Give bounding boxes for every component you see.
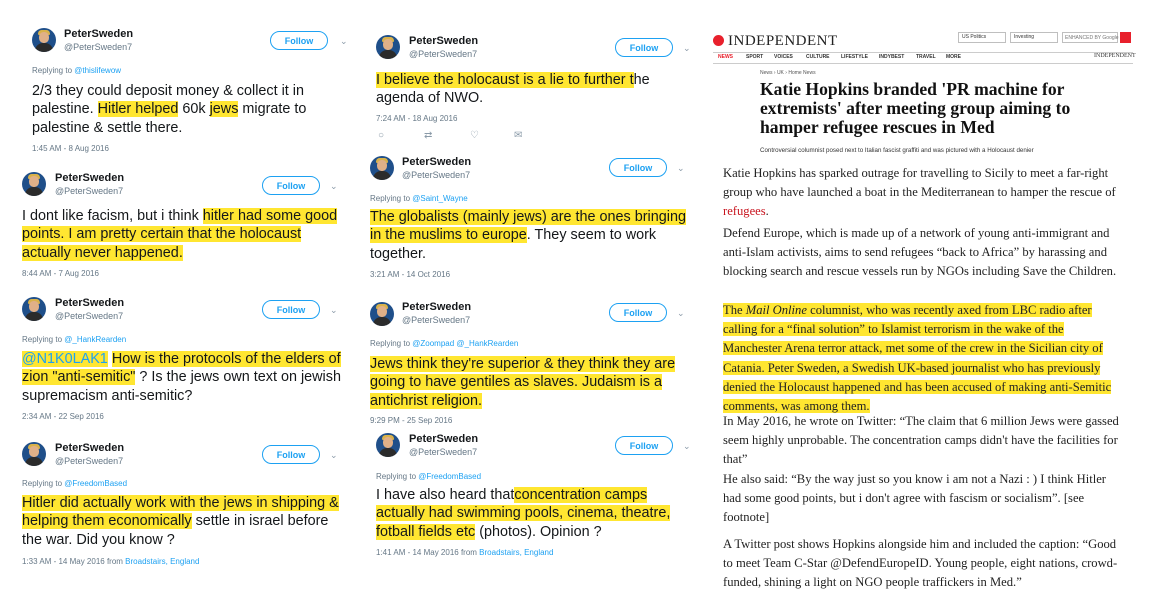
highlighted-text: How is the protocols of the elders of zion "anti-semitic" [22, 351, 341, 386]
avatar[interactable] [22, 297, 46, 321]
reply-prefix: Replying to [22, 479, 65, 488]
tweet-text [22, 207, 347, 262]
tweet-text-segment: 60k [178, 101, 210, 118]
reply-context [370, 339, 518, 348]
tweet-text-segment: 2/3 they could deposit money & collect it in palestine. [32, 83, 304, 118]
follow-button[interactable]: Follow [262, 176, 320, 195]
nav-item-lifestyle[interactable]: LIFESTYLE [841, 54, 868, 60]
tweet-text [22, 350, 347, 405]
tweet-author-name[interactable]: PeterSweden [64, 28, 134, 40]
tweet-text-segment: I dont like facism, but i think [22, 208, 203, 224]
follow-button[interactable]: Follow [262, 300, 320, 319]
tweet-author-handle[interactable]: @PeterSweden7 [55, 311, 124, 321]
reply-context [376, 472, 481, 481]
tweet-author-handle[interactable]: @PeterSweden7 [402, 170, 471, 180]
article-paragraph [723, 412, 1123, 470]
highlighted-text: I believe the holocaust is a lie to further t [376, 72, 634, 88]
mini-logo[interactable]: INDEPENDENT [1094, 53, 1136, 59]
nav-item-travel[interactable]: TRAVEL [916, 54, 936, 60]
highlighted-text: jews [209, 101, 239, 118]
avatar[interactable] [376, 433, 400, 457]
follow-button[interactable]: Follow [609, 303, 667, 322]
message-icon[interactable]: ✉ [514, 130, 523, 141]
tweet-author-handle[interactable]: @PeterSweden7 [55, 186, 124, 196]
paragraph-text: Katie Hopkins has sparked outrage for travelling to Sicily to meet a far-right group who have launched a boat in the Mediterranean to hamper the rescue of [723, 166, 1116, 200]
reply-context [22, 335, 126, 344]
tweet-text [376, 71, 691, 108]
chevron-down-icon[interactable]: ⌄ [330, 450, 338, 460]
tweet-text [370, 208, 695, 263]
article-paragraph [723, 301, 1123, 416]
reply-mention-link[interactable]: @FreedomBased [64, 479, 128, 488]
tweet-text [22, 494, 347, 549]
reply-prefix: Replying to [370, 339, 413, 348]
tweet-author-handle[interactable]: @PeterSweden7 [409, 447, 478, 457]
tweet-text-segment: . They seem to work together. [370, 227, 657, 262]
chevron-down-icon[interactable]: ⌄ [330, 181, 338, 191]
tweet-author-handle[interactable]: @PeterSweden7 [55, 456, 124, 466]
tweet-location-link[interactable]: Broadstairs, England [125, 557, 200, 566]
nav-item-more[interactable]: MORE [946, 54, 961, 60]
reply-mention-link[interactable]: @thislifewow [74, 66, 122, 75]
reply-prefix: Replying to [370, 194, 413, 203]
topic-pill-us-politics[interactable]: US Politics [958, 32, 1006, 43]
follow-button[interactable]: Follow [609, 158, 667, 177]
nav-item-news[interactable]: NEWS [718, 54, 733, 60]
tweet-author-name[interactable]: PeterSweden [409, 35, 479, 47]
highlighted-text: Mail Online [745, 303, 807, 317]
tweet-author-name[interactable]: PeterSweden [402, 301, 472, 313]
avatar[interactable] [370, 302, 394, 326]
tweet-text-segment: I have also heard that [376, 487, 515, 503]
section-nav [713, 52, 1133, 64]
reply-prefix: Replying to [32, 66, 75, 75]
tweet-text-segment: (photos). Opinion ? [475, 523, 602, 540]
follow-button[interactable]: Follow [615, 436, 673, 455]
nav-item-culture[interactable]: CULTURE [806, 54, 830, 60]
highlighted-text: Hitler did actually work with the jews in shipping & helping them economically [22, 495, 339, 530]
follow-button[interactable]: Follow [262, 445, 320, 464]
tweet-timestamp[interactable]: 3:21 AM - 14 Oct 2016 [370, 270, 451, 279]
reply-icon[interactable]: ○ [378, 130, 385, 141]
article-headline: Katie Hopkins branded 'PR machine for extremists' after meeting group aiming to hamper refugee rescues in Med [760, 79, 1071, 137]
tweet-text-segment: migrate to palestine & settle there. [32, 101, 307, 136]
highlighted-text: Hitler helped [97, 101, 179, 118]
tweet-author-name[interactable]: PeterSweden [55, 442, 125, 454]
tweet-time[interactable]: 1:41 AM - 14 May 2016 from [376, 548, 480, 557]
chevron-down-icon[interactable]: ⌄ [330, 305, 338, 315]
tweet-text-segment: he agenda of NWO. [376, 72, 650, 107]
follow-button[interactable]: Follow [615, 38, 673, 57]
reply-prefix: Replying to [22, 335, 65, 344]
like-icon[interactable]: ♡ [470, 130, 479, 141]
highlighted-text: The [723, 303, 746, 317]
topic-pill-investing[interactable]: Investing [1010, 32, 1058, 43]
search-input[interactable]: ENHANCED BY Google [1062, 32, 1118, 43]
logo-text: INDEPENDENT [728, 33, 838, 49]
article-paragraph [723, 470, 1123, 528]
highlighted-text: Jews think they're superior & they think they are going to have gentiles as slaves. Judaism is a antichrist religion. [370, 356, 676, 409]
article-paragraph [723, 164, 1123, 222]
avatar[interactable] [22, 442, 46, 466]
nav-item-sport[interactable]: SPORT [746, 54, 764, 60]
reply-context [370, 194, 468, 203]
avatar[interactable] [32, 28, 56, 52]
tweet-text [370, 355, 695, 410]
tweet-timestamp [22, 557, 199, 566]
chevron-down-icon[interactable]: ⌄ [683, 43, 691, 53]
tweet-author-handle[interactable]: @PeterSweden7 [409, 49, 478, 59]
highlighted-text: hitler had some good points. I am pretty certain that the holocaust actually never happened. [22, 208, 338, 261]
nav-item-voices[interactable]: VOICES [774, 54, 793, 60]
tweet-timestamp[interactable]: 2:34 AM - 22 Sep 2016 [22, 412, 104, 421]
tweet-author-handle[interactable]: @PeterSweden7 [402, 315, 471, 325]
tweet-timestamp[interactable]: 1:45 AM - 8 Aug 2016 [32, 144, 109, 153]
tweet-text [376, 486, 694, 541]
tweet-author-name[interactable]: PeterSweden [55, 297, 125, 309]
tweet-timestamp[interactable]: 7:24 AM - 18 Aug 2016 [376, 114, 458, 123]
mention-link[interactable]: @N1K0LAK1 [22, 351, 108, 367]
tweet-text-segment: ? Is the jews own text on jewish supremacism anti-semitic? [22, 369, 341, 404]
article-paragraph [723, 224, 1123, 282]
search-button[interactable] [1120, 32, 1131, 43]
tweet-timestamp[interactable]: 9:29 PM - 25 Sep 2016 [370, 416, 453, 425]
tweet-time[interactable]: 1:33 AM - 14 May 2016 from [22, 557, 126, 566]
paragraph-text: Defend Europe, which is made up of a network of young anti-immigrant and anti-Islam activists, aims to send refugees “back to Africa” by harassing and blocking search and rescue vessels run by NGOs including Save the Children. [723, 226, 1117, 279]
chevron-down-icon[interactable]: ⌄ [677, 308, 685, 318]
tweet-timestamp [376, 548, 553, 557]
news-article-panel [700, 0, 1151, 609]
chevron-down-icon[interactable]: ⌄ [683, 441, 691, 451]
paragraph-text: In May 2016, he wrote on Twitter: “The claim that 6 million Jews were gassed seem highly unprobable. The concentration camps didn't have the facilities for that” [723, 414, 1119, 467]
eagle-icon [713, 35, 724, 46]
avatar[interactable] [370, 156, 394, 180]
reply-mention-link[interactable]: @Zoompad @_HankRearden [412, 339, 519, 348]
retweet-icon[interactable]: ⇄ [424, 130, 433, 141]
tweet-location-link[interactable]: Broadstairs, England [479, 548, 554, 557]
tweet-author-name[interactable]: PeterSweden [409, 433, 479, 445]
tweet-text-segment: settle in israel before the war. Did you know ? [22, 513, 329, 548]
follow-button[interactable]: Follow [270, 31, 328, 50]
tweet-author-name[interactable]: PeterSweden [402, 156, 472, 168]
inline-link[interactable]: refugees [723, 204, 766, 219]
independent-logo[interactable] [713, 33, 838, 50]
reply-mention-link[interactable]: @_HankRearden [64, 335, 127, 344]
nav-item-indybest[interactable]: INDYBEST [879, 54, 905, 60]
reply-mention-link[interactable]: @FreedomBased [418, 472, 482, 481]
paragraph-text: A Twitter post shows Hopkins alongside him and included the caption: “Good to meet Team C-Star @DefendEuropeID. Young people, eight nations, crowd-funded, shining a light on NGO people traffickers in Med.” [723, 537, 1118, 590]
reply-prefix: Replying to [376, 472, 419, 481]
highlighted-text: columnist, who was recently axed from LBC radio after calling for a “final solution” to Islamist terrorism in the wake of the Manchester Arena terror attack, met some of the crew in the Sicilian city of Catania. Peter Sweden, a Swedish UK-based journalist who has previously denied the Holocaust happened and has been accused of making anti-Semitic comments, was among them. [723, 303, 1112, 414]
paragraph-text: . [765, 204, 769, 219]
paragraph-text: He also said: “By the way just so you know i am not a Nazi : ) I think Hitler had some good points, but i don't agree with fascism or socialism”. [see footnote] [723, 472, 1106, 525]
reply-context [32, 66, 121, 75]
chevron-down-icon[interactable]: ⌄ [677, 163, 685, 173]
article-paragraph [723, 535, 1123, 593]
reply-mention-link[interactable]: @Saint_Wayne [412, 194, 468, 203]
tweet-author-handle[interactable]: @PeterSweden7 [64, 42, 133, 52]
tweet-timestamp[interactable]: 8:44 AM - 7 Aug 2016 [22, 269, 99, 278]
breadcrumb[interactable]: News › UK › Home News [760, 70, 816, 76]
chevron-down-icon[interactable]: ⌄ [340, 36, 348, 46]
avatar[interactable] [22, 172, 46, 196]
tweet-text [32, 82, 342, 137]
tweet-author-name[interactable]: PeterSweden [55, 172, 125, 184]
highlighted-text: The globalists (mainly jews) are the ones bringing in the muslims to europe [370, 209, 686, 244]
reply-context [22, 479, 127, 488]
highlighted-text: concentration camps actually had swimming pools, cinema, theatre, fotball fields etc [376, 487, 671, 540]
avatar[interactable] [376, 35, 400, 59]
article-standfirst: Controversial columnist posed next to Italian fascist graffiti and was pictured with a Holocaust denier [760, 147, 1034, 154]
